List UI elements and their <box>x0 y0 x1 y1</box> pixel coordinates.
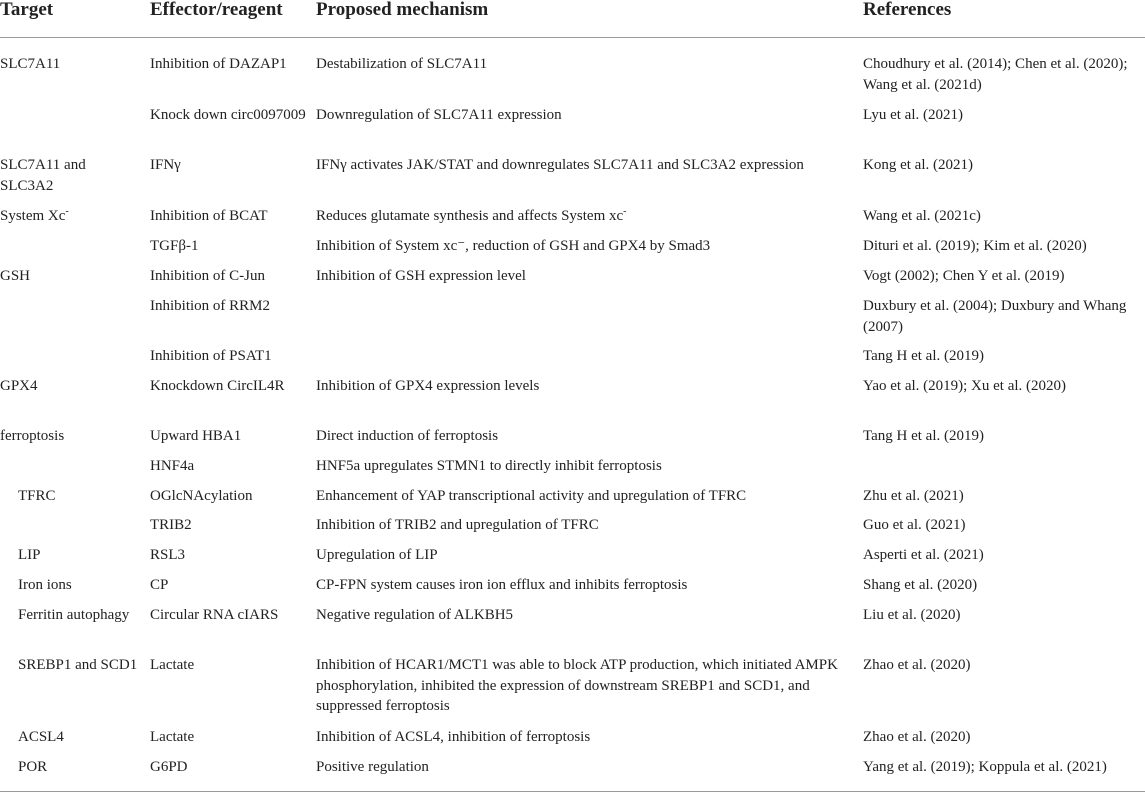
cell-references: Shang et al. (2020) <box>863 577 978 593</box>
target-superscript: - <box>65 206 69 217</box>
cell-mechanism: Inhibition of ACSL4, inhibition of ferroptosis <box>316 729 591 745</box>
cell-mechanism: Inhibition of GPX4 expression levels <box>316 378 540 394</box>
header-target: Target <box>0 0 54 20</box>
cell-target: TFRC <box>18 488 56 504</box>
cell-effector: Lactate <box>150 729 195 745</box>
header-references: References <box>863 0 952 20</box>
header-effector: Effector/reagent <box>150 0 283 20</box>
cell-effector: Circular RNA cIARS <box>150 607 279 623</box>
cell-references: Kong et al. (2021) <box>863 157 973 173</box>
cell-effector: Inhibition of DAZAP1 <box>150 56 287 72</box>
cell-mechanism: Destabilization of SLC7A11 <box>316 56 488 72</box>
cell-target: GPX4 <box>0 378 38 394</box>
cell-references: Tang H et al. (2019) <box>863 348 984 364</box>
cell-target: ACSL4 <box>18 729 64 745</box>
cell-target: Ferritin autophagy <box>18 607 130 623</box>
cell-mechanism: CP-FPN system causes iron ion efflux and inhibits ferroptosis <box>316 577 688 593</box>
cell-effector: TRIB2 <box>150 517 192 533</box>
cell-effector: Inhibition of BCAT <box>150 208 268 224</box>
cell-target: LIP <box>18 547 41 563</box>
cell-mechanism: Positive regulation <box>316 759 429 775</box>
cell-effector: IFNγ <box>150 157 181 173</box>
cell-references: Lyu et al. (2021) <box>863 107 963 123</box>
cell-effector: CP <box>150 577 169 593</box>
cell-target: SLC7A11 <box>0 56 61 72</box>
cell-target: SLC7A11 and SLC3A2 <box>0 157 86 194</box>
cell-target: Iron ions <box>18 577 72 593</box>
cell-mechanism: Upregulation of LIP <box>316 547 438 563</box>
cell-mechanism: IFNγ activates JAK/STAT and downregulates SLC7A11 and SLC3A2 expression <box>316 157 804 173</box>
cell-references: Vogt (2002); Chen Y et al. (2019) <box>863 268 1065 284</box>
bottom-rule <box>0 791 1145 792</box>
cell-references: Guo et al. (2021) <box>863 517 966 533</box>
cell-effector: Knock down circ0097009 <box>150 107 306 123</box>
cell-effector: Upward HBA1 <box>150 428 242 444</box>
cell-effector: HNF4a <box>150 458 195 474</box>
cell-mechanism: Inhibition of TRIB2 and upregulation of TFRC <box>316 517 599 533</box>
cell-effector: Inhibition of C-Jun <box>150 268 265 284</box>
cell-mechanism: HNF5a upregulates STMN1 to directly inhibit ferroptosis <box>316 458 662 474</box>
header-rule <box>0 37 1145 38</box>
cell-references: Liu et al. (2020) <box>863 607 961 623</box>
cell-mechanism: Enhancement of YAP transcriptional activity and upregulation of TFRC <box>316 488 747 504</box>
cell-mechanism: Inhibition of HCAR1/MCT1 was able to block ATP production, which initiated AMPK phosphorylation, inhibited the expression of downstream SREBP1 and SCD1, and suppressed ferroptosis <box>316 657 838 714</box>
cell-mechanism: Direct induction of ferroptosis <box>316 428 499 444</box>
mechanism-text: Reduces glutamate synthesis and affects System xc <box>316 208 624 224</box>
cell-effector: Knockdown CircIL4R <box>150 378 285 394</box>
cell-references: Zhao et al. (2020) <box>863 657 971 673</box>
cell-target: POR <box>18 759 48 775</box>
cell-mechanism: Inhibition of GSH expression level <box>316 268 526 284</box>
cell-references: Tang H et al. (2019) <box>863 428 984 444</box>
cell-mechanism: Inhibition of System xc⁻, reduction of GSH and GPX4 by Smad3 <box>316 238 711 254</box>
cell-effector: RSL3 <box>150 547 186 563</box>
cell-references: Yao et al. (2019); Xu et al. (2020) <box>863 378 1067 394</box>
target-text: System Xc <box>0 208 66 224</box>
cell-effector: Inhibition of PSAT1 <box>150 348 272 364</box>
cell-references: Dituri et al. (2019); Kim et al. (2020) <box>863 238 1087 254</box>
cell-effector: Inhibition of RRM2 <box>150 298 271 314</box>
cell-references: Yang et al. (2019); Koppula et al. (2021) <box>863 759 1107 775</box>
mechanism-superscript: - <box>623 206 627 217</box>
header-mechanism: Proposed mechanism <box>316 0 489 20</box>
cell-target: SREBP1 and SCD1 <box>18 657 138 673</box>
cell-references: Asperti et al. (2021) <box>863 547 984 563</box>
cell-effector: G6PD <box>150 759 188 775</box>
cell-references: Duxbury et al. (2004); Duxbury and Whang (2007) <box>863 298 1127 335</box>
cell-target: GSH <box>0 268 31 284</box>
cell-effector: TGFβ-1 <box>150 238 199 254</box>
cell-mechanism: Negative regulation of ALKBH5 <box>316 607 514 623</box>
cell-references: Wang et al. (2021c) <box>863 208 981 224</box>
cell-effector: Lactate <box>150 657 195 673</box>
cell-references: Zhu et al. (2021) <box>863 488 964 504</box>
cell-target: ferroptosis <box>0 428 65 444</box>
cell-mechanism: Downregulation of SLC7A11 expression <box>316 107 562 123</box>
cell-references: Zhao et al. (2020) <box>863 729 971 745</box>
cell-mechanism <box>316 206 846 227</box>
cell-target <box>0 206 140 227</box>
cell-references: Choudhury et al. (2014); Chen et al. (2020); Wang et al. (2021d) <box>863 56 1128 93</box>
cell-effector: OGlcNAcylation <box>150 488 253 504</box>
